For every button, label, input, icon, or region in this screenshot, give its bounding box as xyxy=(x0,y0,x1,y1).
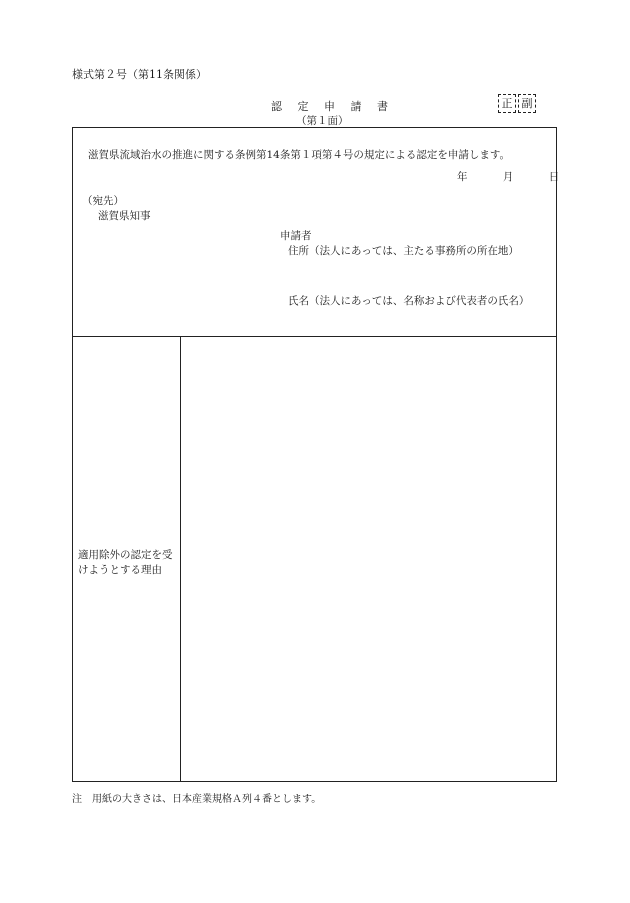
date-year: 年 xyxy=(457,171,468,183)
name-label: 氏名（法人にあっては、名称および代表者の氏名） xyxy=(288,295,530,307)
date-line xyxy=(457,169,559,184)
address-label: 住所（法人にあっては、主たる事務所の所在地） xyxy=(288,245,519,257)
date-month: 月 xyxy=(502,171,514,183)
addressee: 滋賀県知事 xyxy=(98,210,151,222)
addressee-label: （宛先） xyxy=(82,195,124,207)
document-title: 認 定 申 請 書 xyxy=(271,100,394,113)
application-statement: 滋賀県流域治水の推進に関する条例第14条第１項第４号の規定による認定を申請します。 xyxy=(88,149,511,161)
document-subtitle: （第１面） xyxy=(296,115,349,127)
form-frame xyxy=(72,127,557,782)
date-day: 日 xyxy=(548,171,560,183)
applicant-label: 申請者 xyxy=(280,230,312,242)
original-stamp-box: 正 xyxy=(498,94,516,113)
reason-column-divider xyxy=(180,336,181,782)
section-divider xyxy=(72,336,557,337)
form-number: 様式第２号（第11条関係） xyxy=(72,68,207,81)
reason-label: 適用除外の認定を受けようとする理由 xyxy=(78,549,173,576)
footnote: 注 用紙の大きさは、日本産業規格Ａ列４番とします。 xyxy=(72,794,322,805)
copy-stamp-box: 副 xyxy=(518,94,536,113)
